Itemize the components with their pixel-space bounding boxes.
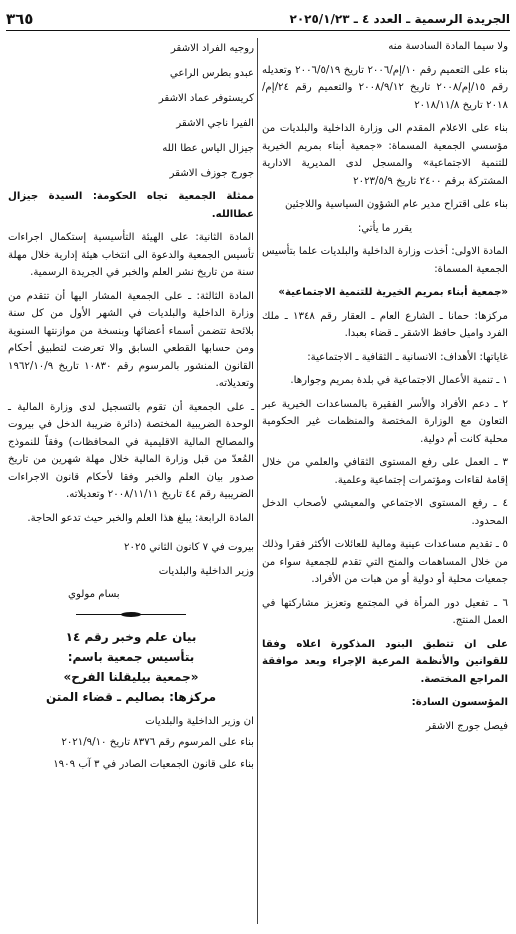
paragraph: بناء على المرسوم رقم ٨٣٧٦ تاريخ ٢٠٢١/٩/١٠ [61,737,254,748]
article-3: المادة الثالثة: ـ على الجمعية المشار اليها أن تتقدم من وزارة الداخلية والبلديات في الشهر الأول من كل سنة بلائحة تتضمن أسماء أعضائها وبنسخة من موازنتها السنوية ومن حسابها القطعي السابق والا تعرضت لتطبيق أحكام القانون المنشور بالمرسوم رقم ١٠٨٣٠ تاريخ ١٩٦٢/١٠/٩ وتعديلاته. [8,290,255,389]
government-representative: ممثلة الجمعية تجاه الحكومة: السيدة جيزال عطاالله. [8,191,254,220]
founder-name: جورج جوزف الاشقر [169,168,254,179]
paragraph: ان وزير الداخلية والبلديات [145,715,254,727]
goal-item: ٤ ـ رفع المستوى الاجتماعي والمعيشي لأصحاب الدخل المحدود. [262,498,508,527]
goal-item: ٢ ـ دعم الأفراد والأسر الفقيرة بالمساعدات الخيرية عبر التعاون مع الوزارة المختصة والمنظمات غير الحكومية محلية كانت أم دولية. [262,398,508,445]
paragraph: بناء على اقتراح مدير عام الشؤون السياسية واللاجئين [284,199,508,210]
article-1: المادة الاولى: أخذت وزارة الداخلية والبلديات علما بتأسيس الجمعية المسماة: [262,246,508,275]
founders-heading: المؤسسون السادة: [411,697,508,708]
right-column [262,38,508,928]
place-date: بيروت في ٧ كانون الثاني ٢٠٢٥ [124,542,254,553]
notice-headquarters: مركزها: بصاليم ـ قضاء المتن [45,689,217,704]
paragraph: ولا سيما المادة السادسة منه [388,41,508,52]
goal-item: ٦ ـ تفعيل دور المرأة في المجتمع وتعزيز مشاركتها في العمل المنتج. [262,597,508,626]
page-header [6,8,510,31]
founder-name: كريستوفر عماد الاشقر [158,93,254,104]
left-column [8,38,254,928]
founder-name: الفيرا ناجي الاشقر [176,118,254,129]
founders-list [8,38,254,184]
paragraph: بناء على التعميم رقم ١٠/إم/٢٠٠٦ تاريخ ٢٠٠٦/٥/١٩ وتعديله رقم ١٥/إم/٢٠٠٨ تاريخ ٢٠٠٨/٩/١٢ والتعميم رقم ٢٤/إم/٢٠١٨ تاريخ ٢٠١٨/١١/٨ [262,64,509,111]
paragraph: بناء على قانون الجمعيات الصادر في ٣ آب ١٩٠٩ [53,758,254,770]
compliance-note: على ان تتطبق البنود المذكورة اعلاه وفقا للقوانين والأنظمة المرعية الإجراء وبعد موافقة المراجع المختصة. [262,638,508,685]
paragraph: بناء على الاعلام المقدم الى وزارة الداخلية والبلديات من مؤسسي الجمعية المسماة: «جمعية أبناء بمريم الخيرية للتنمية الاجتماعية» والمسجل لدى المديرية الادارية المشتركة برقم ٢٤٠٠ تاريخ ٢٠٢٣/٥/٩ [262,123,508,187]
notice-association-name: «جمعية بيليقلنا الفرح» [63,669,199,684]
article-2: المادة الثانية: على الهيئة التأسيسية إستكمال اجراءات تأسيس الجمعية والدعوة الى انتخاب هيئة إدارية خلال مهلة سنة من تاريخ نشر العلم والخبر في الجريدة الرسمية. [8,232,254,278]
founder-name: عبدو بطرس الراعي [169,68,254,79]
article-3-tax: ـ على الجمعية أن تقوم بالتسجيل لدى وزارة المالية ـ الوحدة الضريبية المختصة (دائرة ضريبة الدخل في بيروت والمصالح المالية الاقليمية في المحافظات) وفقاً للنموذج المُعدّ من قبل وزارة المالية خلال مهلة شهرين من تاريخ صدور بيان العلم والخبر وفقا لأحكام قانون الاجراءات الضريبية رقم ٤٤ تاريخ ٢٠٠٨/١١/١١ وتعديلاته. [8,401,254,500]
association-goals: غاياتها: الأهداف: الانسانية ـ الثقافية ـ الاجتماعية: [307,351,508,363]
goal-item: ٣ ـ العمل على رفع المستوى الثقافي والعلمي من خلال إقامة لقاءات ومؤتمرات إجتماعية وعلمية. [262,457,508,486]
founder-name: جيزال الياس عطا الله [162,143,254,154]
gazette-title: الجريدة الرسمية ـ العدد ٤ ـ ٢٠٢٥/١/٢٣ [289,12,510,26]
association-hq: مركزها: حمانا ـ الشارع العام ـ العقار رقم ١٣٤٨ ـ ملك الفرد واميل حافظ الاشقر ـ قضاء بعبدا. [262,310,508,339]
goal-item: ٥ ـ تقديم مساعدات عينية ومالية للعائلات الأكثر فقرا وذلك من خلال المساهمات والمنح التي تقدم للجمعية سواء من جمعيات محلية أو دولية أو من هبات من الأفراد. [262,539,508,585]
notice-body [8,713,254,774]
article-4: المادة الرابعة: يبلغ هذا العلم والخبر حيث تدعو الحاجة. [27,512,254,524]
founder-name: فيصل جورج الاشقر [426,720,508,732]
minister-title: وزير الداخلية والبلديات [158,565,254,577]
column-divider [257,38,258,924]
page-number: ٣٦٥ [6,10,34,28]
goal-item: ١ ـ تنمية الأعمال الاجتماعية في بلدة بمريم وجوارها. [290,375,508,386]
minister-name: بسام مولوي [68,589,120,600]
notice-title: بيان علم وخبر رقم ١٤ [65,629,197,644]
association-name: «جمعية أبناء بمريم الخيرية للتنمية الاجتماعية» [278,287,508,298]
founder-name: روجيه الفراد الاشقر [170,43,254,54]
section-divider [76,612,186,617]
notice-subtitle: بتأسيس جمعية باسم: [67,649,195,664]
decision-intro: يقرر ما يأتي: [357,222,413,234]
